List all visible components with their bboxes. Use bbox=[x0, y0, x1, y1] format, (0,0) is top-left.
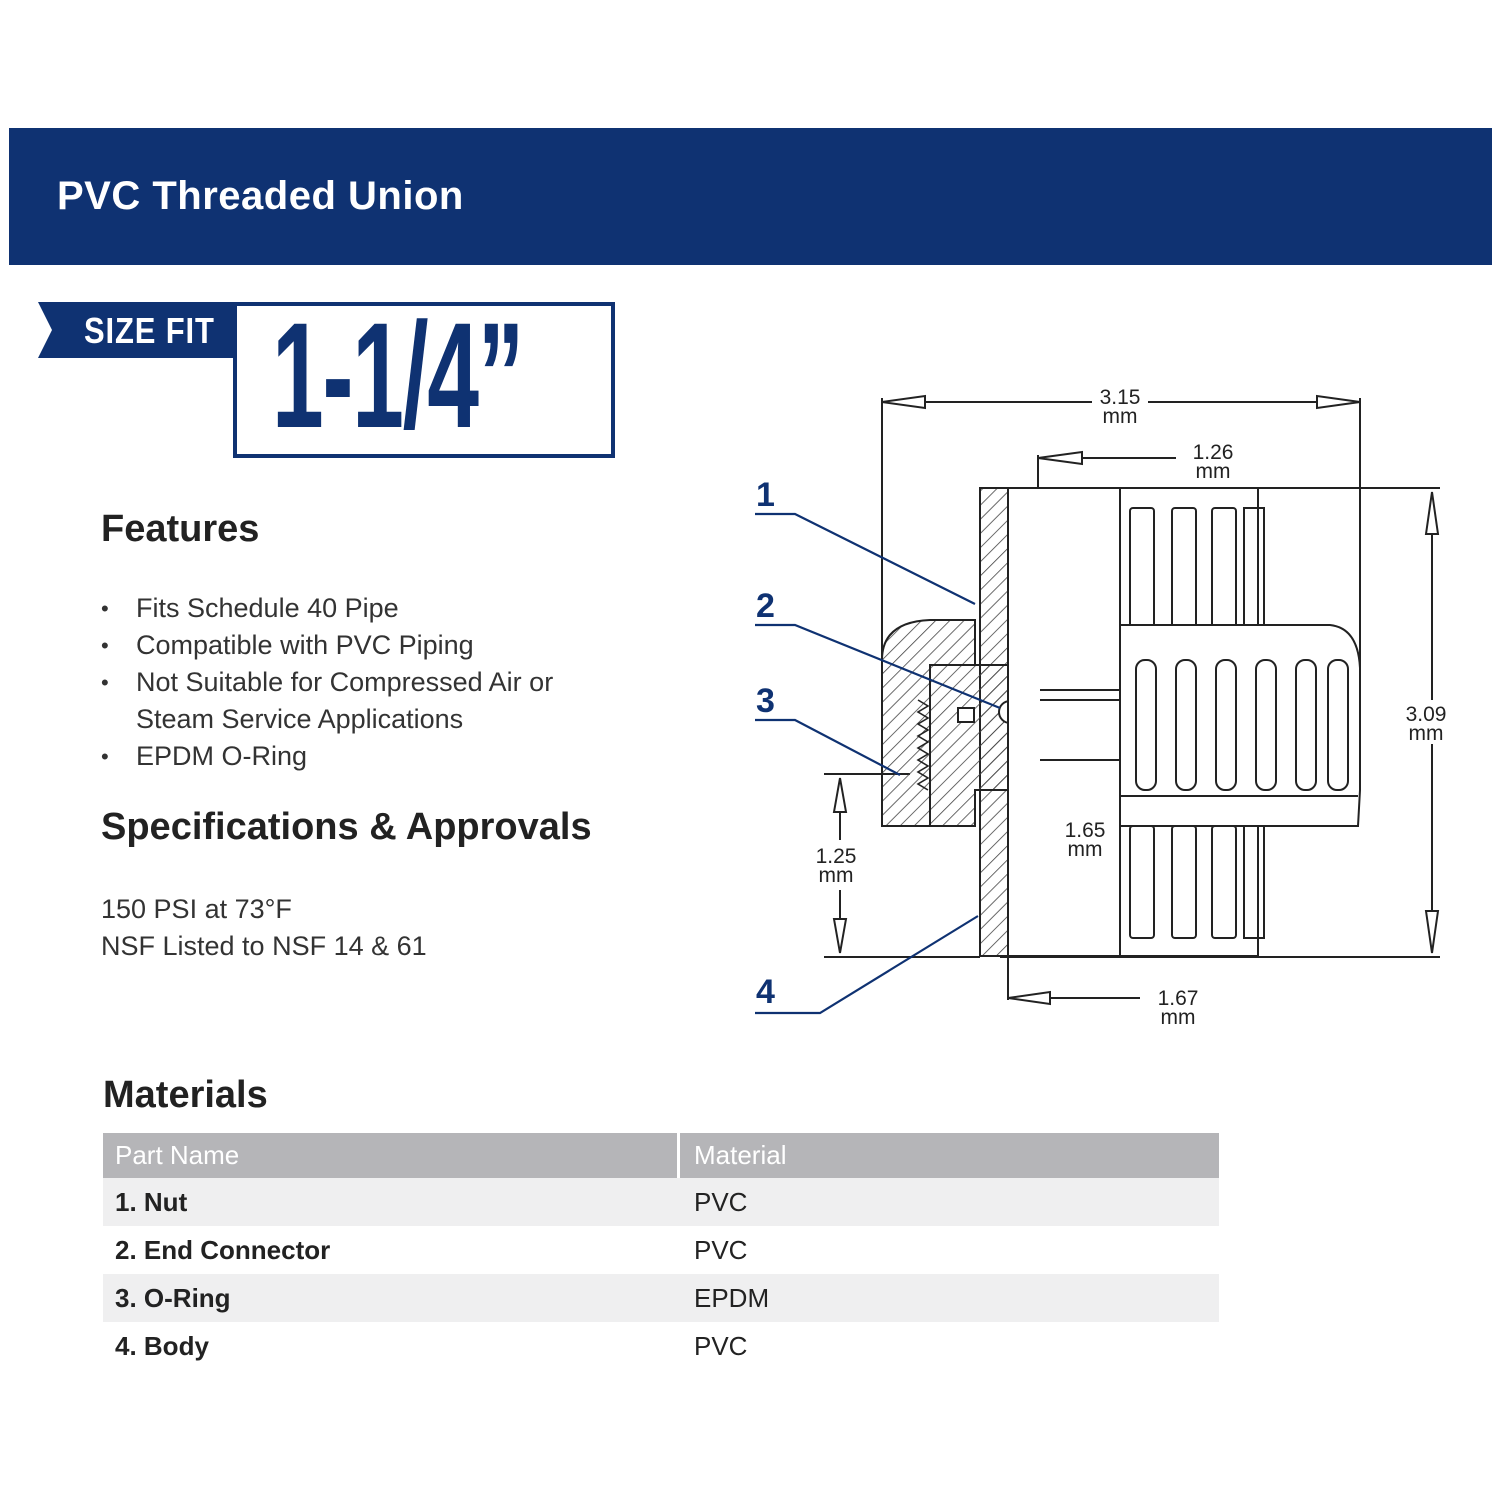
size-value: 1-1/4” bbox=[272, 291, 524, 459]
bullet-icon: • bbox=[101, 633, 109, 658]
dim-nut-offset-unit: mm bbox=[1067, 838, 1103, 861]
callout-2: 2 bbox=[756, 587, 775, 625]
part-name-cell: 3. O-Ring bbox=[115, 1282, 231, 1313]
feature-item: • Not Suitable for Compressed Air or Steam Service Applications bbox=[101, 664, 553, 738]
table-header bbox=[103, 1133, 1219, 1178]
part-name-cell: 1. Nut bbox=[115, 1186, 188, 1217]
bullet-icon: • bbox=[101, 670, 109, 695]
feature-item-continuation: Steam Service Applications bbox=[136, 704, 464, 734]
dim-overall-value: 3.15 bbox=[1099, 386, 1141, 409]
features-heading: Features bbox=[101, 508, 260, 550]
feature-item: • Fits Schedule 40 Pipe bbox=[101, 590, 553, 627]
feature-item: • EPDM O-Ring bbox=[101, 738, 553, 775]
table-row bbox=[103, 1322, 1219, 1370]
table-row bbox=[103, 1274, 1219, 1322]
material-cell: EPDM bbox=[694, 1282, 770, 1313]
material-cell: PVC bbox=[694, 1186, 748, 1217]
dim-body-value: 1.67 bbox=[1157, 987, 1199, 1010]
material-cell: PVC bbox=[694, 1330, 748, 1361]
column-header-material: Material bbox=[677, 1133, 1219, 1178]
table-row bbox=[103, 1178, 1219, 1226]
part-name-cell: 4. Body bbox=[115, 1330, 209, 1361]
page-title: PVC Threaded Union bbox=[57, 174, 464, 218]
callout-4: 4 bbox=[756, 973, 775, 1011]
materials-heading: Materials bbox=[103, 1074, 268, 1116]
materials-table bbox=[103, 1133, 1219, 1370]
spec-line: 150 PSI at 73°F bbox=[101, 894, 292, 924]
dim-connector-unit: mm bbox=[1195, 460, 1231, 483]
part-name-cell: 2. End Connector bbox=[115, 1234, 331, 1265]
callout-1: 1 bbox=[756, 476, 775, 514]
table-row bbox=[103, 1226, 1219, 1274]
dim-overall-unit: mm bbox=[1102, 405, 1138, 428]
callout-3: 3 bbox=[756, 682, 775, 720]
spec-line: NSF Listed to NSF 14 & 61 bbox=[101, 931, 427, 961]
dim-nut-height-unit: mm bbox=[818, 864, 854, 887]
dim-nut-offset-value: 1.65 bbox=[1064, 819, 1106, 842]
bullet-icon: • bbox=[101, 744, 109, 769]
material-cell: PVC bbox=[694, 1234, 748, 1265]
dim-height-value: 3.09 bbox=[1405, 703, 1447, 726]
bullet-icon: • bbox=[101, 596, 109, 621]
column-header-part-name: Part Name bbox=[115, 1140, 240, 1170]
feature-item: • Compatible with PVC Piping bbox=[101, 627, 553, 664]
dim-body-unit: mm bbox=[1160, 1006, 1196, 1029]
dim-height-unit: mm bbox=[1408, 722, 1444, 745]
specifications-heading: Specifications & Approvals bbox=[101, 806, 592, 848]
dim-connector-value: 1.26 bbox=[1192, 441, 1234, 464]
dim-nut-height-value: 1.25 bbox=[815, 845, 857, 868]
size-fit-label: SIZE FIT bbox=[84, 310, 215, 351]
